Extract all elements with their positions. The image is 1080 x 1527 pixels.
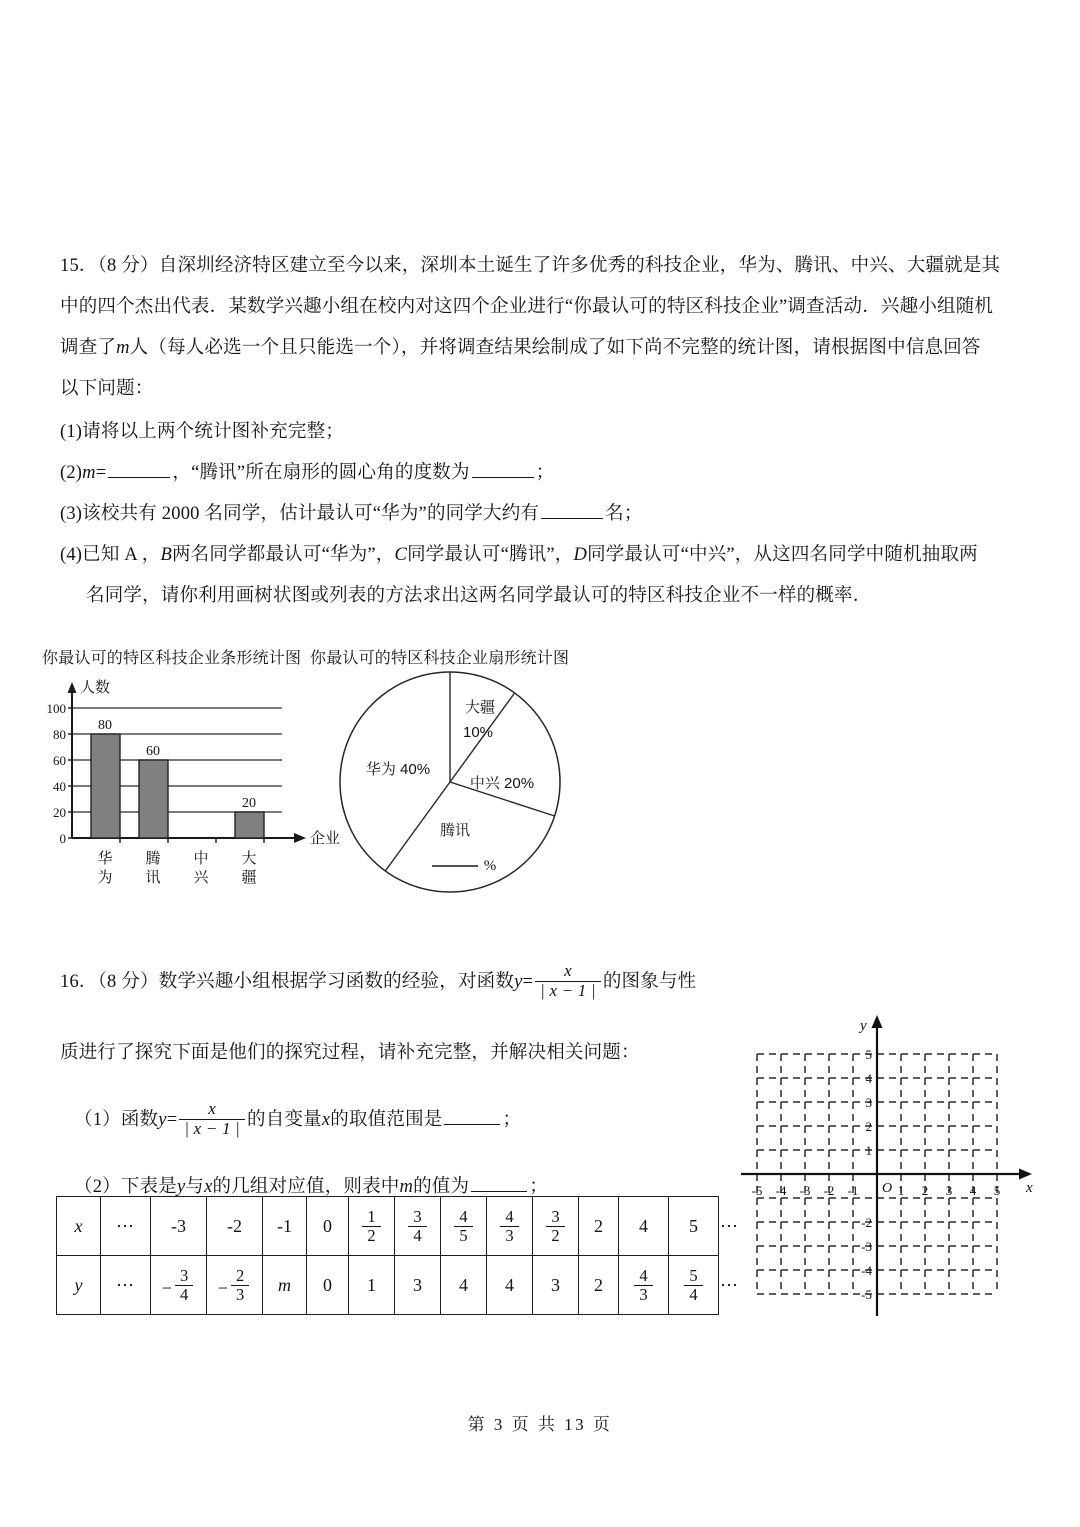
q15-var-m: m — [116, 338, 130, 358]
x-cell-5: $\frac{1}{2}$ — [349, 1197, 395, 1256]
y-cell-11: $\frac{4}{3}$ — [619, 1256, 669, 1315]
gy-1: 1 — [865, 1143, 872, 1158]
q15-sub4-a5: 同学最认可“腾讯”， — [407, 545, 574, 565]
q16-sub2-m: m — [399, 1177, 414, 1197]
gy--5: -5 — [861, 1287, 872, 1302]
q15-dot: ． — [78, 256, 98, 276]
q16-stem-b: 质进行了探究下面是他们的探究过程，请补充完整，并解决相关问题： — [60, 1043, 640, 1063]
table-row-y: y ⋯ − $\frac{3}{4}$ − $\frac{2}{3}$ m 0 1 3 4 4 3 2 $\frac{4}{3}$ $\frac{5}{4}$ ⋯ — [57, 1256, 719, 1315]
gx--1: -1 — [847, 1183, 859, 1198]
q16-dot: ． — [78, 972, 98, 992]
q15-student-c: C — [394, 545, 408, 565]
y-cell-0: ⋯ — [101, 1256, 151, 1315]
q16-number: 16 — [60, 972, 79, 992]
table-row-x: x ⋯ -3 -2 -1 0 $\frac{1}{2}$ $\frac{3}{4}$ $\frac{4}{5}$ $\frac{4}{3}$ $\frac{3}{2}$ 2 4 5 ⋯ — [57, 1197, 719, 1256]
x-cell-3: -1 — [263, 1197, 307, 1256]
q15-sub2-end: ； — [535, 463, 555, 483]
y-axis-arrow — [68, 682, 77, 693]
q15-paragraph-line2 — [60, 287, 1025, 328]
q16-sub1-post: 的取值范围是 — [330, 1110, 443, 1130]
q15-sub4-a3: 两名同学都最认可“华为”， — [171, 545, 395, 565]
gx--4: -4 — [775, 1183, 787, 1198]
bar-value-huawei: 80 — [98, 718, 112, 733]
q16-sub2-mid: 的几组对应值，则表中 — [212, 1177, 400, 1197]
gx-3: 3 — [945, 1183, 953, 1198]
y-cell-9: 3 — [533, 1256, 579, 1315]
q16-answer-blank-domain[interactable] — [444, 1106, 500, 1125]
q16-sub1-frac-num: x — [208, 1099, 217, 1119]
q15-sub4-b: 名同学，请你利用画树状图或列表的方法求出这两名同学最认可的特区科技企业不一样的概率． — [86, 586, 872, 606]
ytick-80: 80 — [53, 727, 66, 742]
gx-4: 4 — [969, 1183, 977, 1198]
pie-label-dji: 大疆 — [464, 699, 496, 716]
q15-sub2-pre: (2) — [60, 463, 83, 483]
x-cell-0: ⋯ — [101, 1197, 151, 1256]
x-cell-8: $\frac{4}{3}$ — [487, 1197, 533, 1256]
gy--3: -3 — [861, 1239, 872, 1254]
grid-origin-label: O — [882, 1181, 893, 1196]
x-axis-arrow — [294, 833, 306, 843]
x-cell-12: 5 — [669, 1197, 719, 1256]
bar-tencent — [139, 760, 168, 838]
y-cell-7: 4 — [441, 1256, 487, 1315]
page-footer — [0, 1410, 1080, 1435]
q16-sub1-eq: = — [166, 1110, 178, 1130]
q15-answer-blank-m[interactable] — [108, 459, 170, 478]
pie-chart-svg — [330, 664, 590, 909]
grid-y-arrow — [872, 1015, 883, 1028]
gx-2: 2 — [921, 1183, 929, 1198]
q16-sub1-var-x: x — [321, 1110, 331, 1130]
page-footer-text: 第 3 页 共 13 页 — [467, 1415, 613, 1434]
x-cell-6: $\frac{3}{4}$ — [395, 1197, 441, 1256]
question-16 — [60, 955, 760, 1209]
q16-sub-1 — [60, 1093, 760, 1147]
q15-text-c-pre: 调查了 — [60, 338, 117, 358]
q16-stem-frac-den: | x − 1 | — [535, 981, 601, 1000]
cat-zte-char2: 兴 — [193, 869, 209, 886]
cat-tencent-char2: 讯 — [145, 869, 161, 886]
pie-label-zte: 中兴 20% — [469, 775, 535, 792]
cat-huawei-char2: 为 — [97, 869, 113, 886]
question-15 — [60, 246, 1025, 617]
ytick-60: 60 — [53, 753, 66, 768]
gy-2: 2 — [865, 1119, 872, 1134]
q16-stem-line2 — [60, 1031, 760, 1075]
q16-sub1-end: ； — [502, 1110, 522, 1130]
ytick-100: 100 — [46, 701, 66, 716]
q15-text-b: 中的四个杰出代表．某数学兴趣小组在校内对这四个企业进行“你最认可的特区科技企业”调查活动．兴趣小组随机 — [60, 297, 994, 317]
q15-sub1-text: (1)请将以上两个统计图补充完整； — [60, 422, 344, 442]
row-label-x: x — [57, 1197, 101, 1256]
bar-chart-category-labels — [97, 850, 256, 886]
pie-value-dji: 10% — [462, 724, 494, 741]
x-cell-9: $\frac{3}{2}$ — [533, 1197, 579, 1256]
gy--4: -4 — [861, 1263, 872, 1278]
q15-sub2-eq: = — [95, 463, 107, 483]
q16-sub2-with: 与 — [185, 1177, 205, 1197]
y-cell-5: 1 — [349, 1256, 395, 1315]
q15-student-b: B — [160, 545, 172, 565]
q16-stem-post: 的图象与性 — [602, 972, 697, 992]
q16-stem-fraction — [535, 962, 601, 1000]
bar-chart-title — [42, 645, 301, 668]
row-label-y: y — [57, 1256, 101, 1315]
q16-sub1-pre: （1）函数 — [74, 1110, 159, 1130]
bar-chart-title-text: 你最认可的特区科技企业条形统计图 — [42, 650, 302, 667]
x-cell-2: -2 — [207, 1197, 263, 1256]
gx--3: -3 — [799, 1183, 811, 1198]
q15-paragraph-line3 — [60, 328, 1025, 369]
coordinate-grid-svg — [736, 1006, 1042, 1336]
x-cell-1: -3 — [151, 1197, 207, 1256]
q15-sub3-end: 名； — [605, 504, 643, 524]
cat-huawei-char1: 华 — [97, 850, 113, 867]
q15-sub4-a7: 同学最认可“中兴”，从这四名同学中随机抽取两 — [587, 545, 978, 565]
bar-value-dji: 20 — [242, 796, 256, 811]
q15-answer-blank-angle[interactable] — [472, 459, 534, 478]
gx--2: -2 — [823, 1183, 835, 1198]
q16-stem-line1 — [60, 955, 760, 1009]
q16-sub1-y: y — [158, 1110, 167, 1130]
y-cell-12: $\frac{5}{4}$ — [669, 1256, 719, 1315]
bar-dji — [235, 812, 264, 838]
pie-label-tencent: 腾讯 — [439, 822, 471, 839]
q16-sub2-x: x — [204, 1177, 213, 1197]
y-cell-10: 2 — [579, 1256, 619, 1315]
q15-paragraph-line4 — [60, 369, 1025, 410]
value-table — [56, 1196, 739, 1315]
q16-marks: （8 分） — [97, 972, 159, 992]
bar-huawei — [91, 734, 120, 838]
q15-text-d: 以下问题： — [60, 379, 154, 399]
q15-sub-4-line1 — [60, 535, 1025, 576]
y-cell-6: 3 — [395, 1256, 441, 1315]
grid-ylabel: y — [860, 1018, 867, 1034]
q15-student-d: D — [573, 545, 588, 565]
bar-chart-svg — [44, 668, 344, 908]
q15-sub-4-line2 — [60, 576, 1025, 617]
x-cell-10: 2 — [579, 1197, 619, 1256]
bar-chart-value-labels — [98, 718, 256, 811]
bar-chart-xlabel: 企业 — [310, 830, 341, 847]
y-cell-8: 4 — [487, 1256, 533, 1315]
y-cell-2: − $\frac{2}{3}$ — [207, 1256, 263, 1315]
pie-chart-figure — [330, 664, 590, 909]
cat-dji-char1: 大 — [241, 850, 257, 867]
gx--5: -5 — [751, 1183, 763, 1198]
q15-number: 15 — [60, 256, 79, 276]
bar-chart-ytick-labels — [47, 701, 67, 846]
coordinate-grid-figure — [736, 1006, 1042, 1336]
x-cell-7: $\frac{4}{5}$ — [441, 1197, 487, 1256]
gy-4: 4 — [865, 1071, 872, 1086]
ytick-40: 40 — [53, 779, 66, 794]
q16-sub1-mid: 的自变量 — [247, 1110, 322, 1130]
q16-stem-frac-num: x — [564, 961, 572, 981]
grid-axes — [741, 1024, 1024, 1316]
q15-sub3-pre: (3)该校共有 2000 名同学，估计最认可“华为”的同学大约有 — [60, 504, 540, 524]
q16-sub2-post: 的值为 — [413, 1177, 470, 1197]
grid-xlabel: x — [1026, 1180, 1033, 1196]
q16-sub1-fraction — [179, 1100, 245, 1138]
gx-1: 1 — [897, 1183, 905, 1198]
q16-sub2-pre: （2）下表是 — [74, 1177, 177, 1197]
q15-sub-1 — [60, 412, 1025, 453]
ytick-0: 0 — [59, 831, 66, 846]
q16-sub1-frac-den: | x − 1 | — [179, 1119, 245, 1138]
q15-answer-blank-count[interactable] — [541, 500, 603, 519]
q16-answer-blank-m[interactable] — [471, 1173, 527, 1192]
ytick-20: 20 — [53, 805, 66, 820]
cat-tencent-char1: 腾 — [145, 850, 161, 867]
x-cell-11: 4 — [619, 1197, 669, 1256]
q16-stem-pre: 数学兴趣小组根据学习函数的经验，对函数 — [158, 972, 515, 992]
pie-tencent-percent-sign: % — [483, 858, 497, 874]
pie-label-huawei: 华为 40% — [365, 761, 431, 778]
q15-sub-3 — [60, 494, 1025, 535]
q15-sub-2 — [60, 453, 1025, 494]
y-cell-1: − $\frac{3}{4}$ — [151, 1256, 207, 1315]
q15-paragraph-line1 — [60, 246, 1025, 287]
q16-stem-eq: = — [522, 972, 534, 992]
cat-dji-char2: 疆 — [241, 869, 257, 886]
y-cell-3-m: m — [263, 1256, 307, 1315]
pie-chart-title-text: 你最认可的特区科技企业扇形统计图 — [310, 650, 570, 667]
q15-text-c-post: 人（每人必选一个且只能选一个），并将调查结果绘制成了如下尚不完整的统计图，请根据图中信息回答 — [129, 338, 981, 358]
gy-3: 3 — [865, 1095, 872, 1110]
q16-sub2-y: y — [176, 1177, 186, 1197]
grid-x-arrow — [1019, 1169, 1032, 1180]
q15-text-a: 自深圳经济特区建立至今以来，深圳本土诞生了许多优秀的科技企业，华为、腾讯、中兴、大疆就是其 — [158, 256, 1001, 276]
x-cell-4: 0 — [307, 1197, 349, 1256]
q16-stem-y: y — [514, 972, 523, 992]
gy-5: 5 — [865, 1047, 872, 1062]
bar-value-tencent: 60 — [146, 744, 160, 759]
q15-sub2-mid: ，“腾讯”所在扇形的圆心角的度数为 — [172, 463, 470, 483]
gx-5: 5 — [993, 1183, 1001, 1198]
cat-zte-char1: 中 — [193, 850, 209, 867]
q16-sub2-end: ； — [529, 1177, 548, 1197]
gy--2: -2 — [861, 1215, 872, 1230]
q15-sub2-var-m: m — [82, 463, 96, 483]
q15-sub4-a1: (4)已知 A ， — [60, 545, 161, 565]
q15-marks: （8 分） — [97, 256, 159, 276]
bar-chart-ylabel: 人数 — [80, 679, 111, 696]
y-cell-4: 0 — [307, 1256, 349, 1315]
bar-chart-figure — [44, 668, 344, 908]
